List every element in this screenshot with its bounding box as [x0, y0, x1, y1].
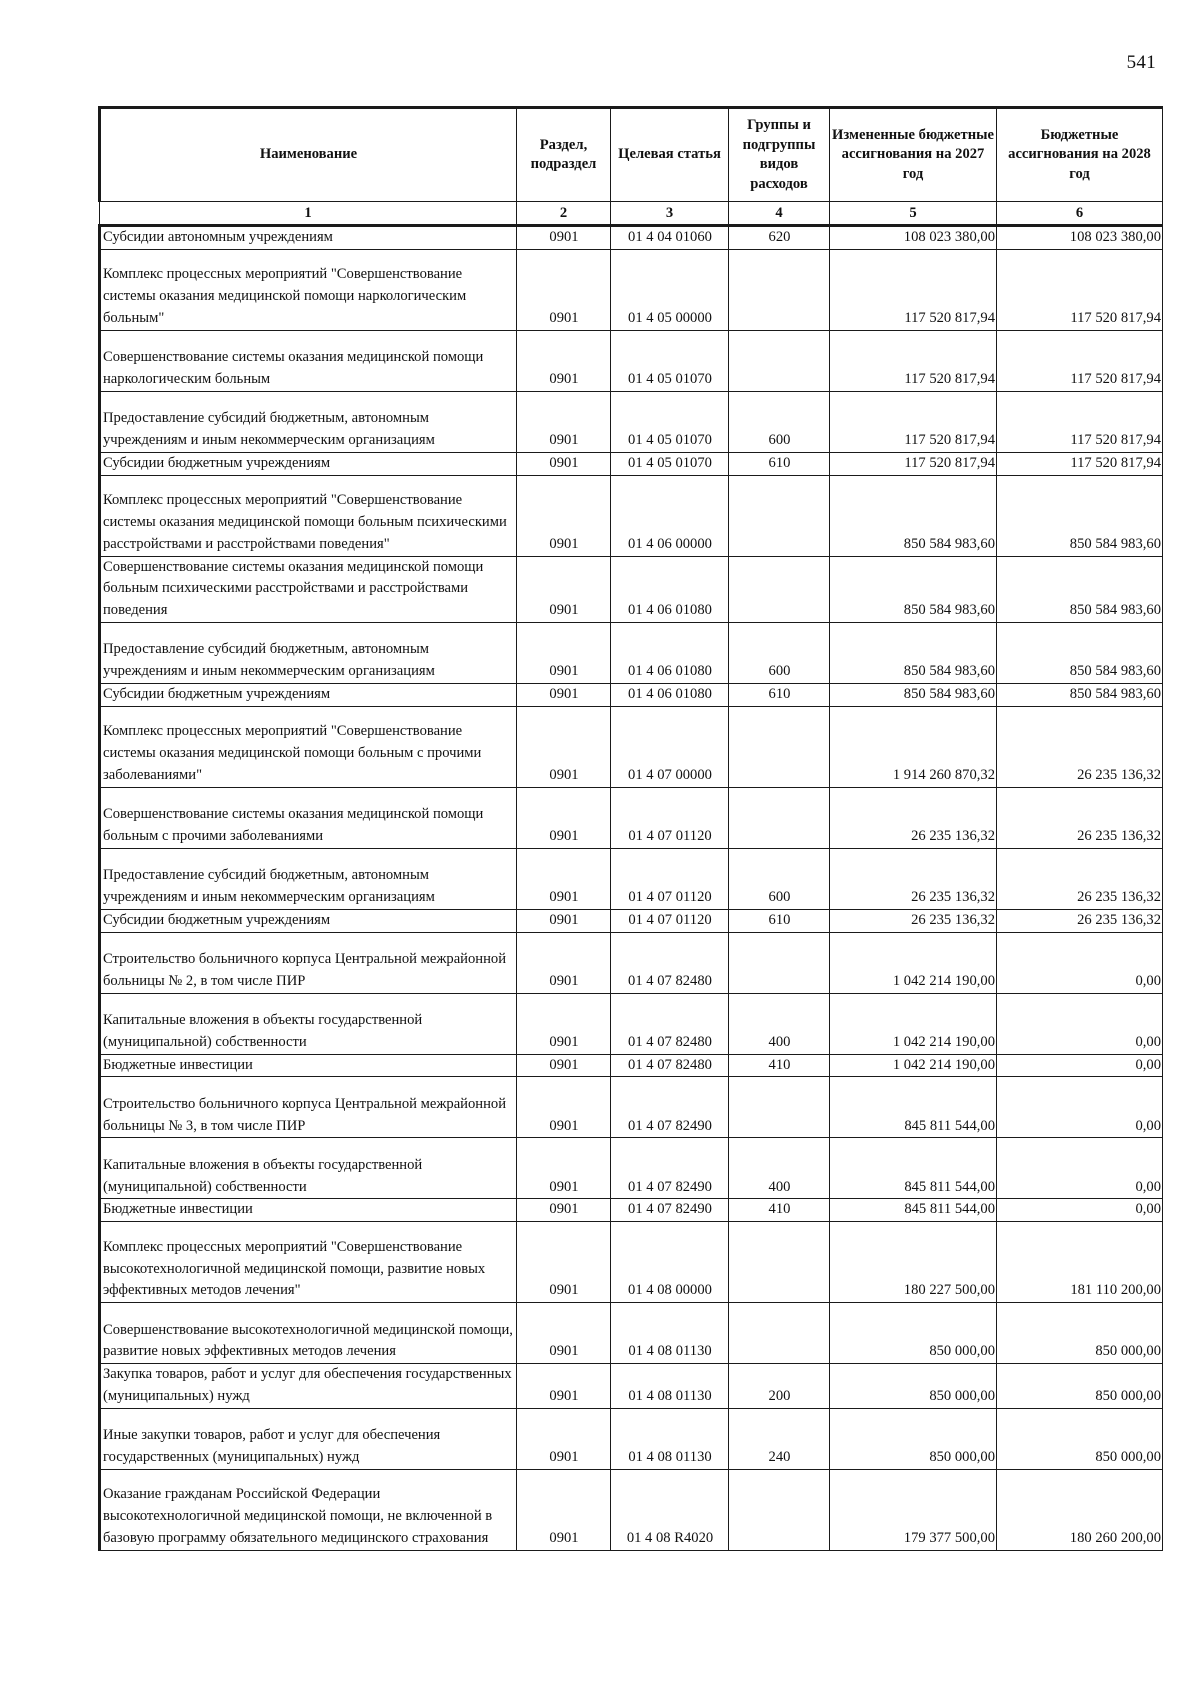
row-target-cell: 01 4 07 00000 [611, 706, 729, 787]
row-value-2028-cell: 26 235 136,32 [997, 787, 1163, 848]
row-section-cell: 0901 [517, 848, 611, 909]
row-section-cell: 0901 [517, 683, 611, 706]
row-section-cell: 0901 [517, 909, 611, 932]
row-group-cell [729, 1222, 830, 1303]
table-row [100, 1138, 1163, 1199]
row-section-cell: 0901 [517, 706, 611, 787]
row-target-cell: 01 4 08 R4020 [611, 1469, 729, 1550]
row-value-2027-cell: 117 520 817,94 [830, 330, 997, 391]
table-row [100, 556, 1163, 622]
row-value-2027-cell: 1 042 214 190,00 [830, 932, 997, 993]
page-number: 541 [1126, 52, 1156, 73]
row-value-2027-cell: 850 000,00 [830, 1303, 997, 1364]
row-value-2027-cell: 117 520 817,94 [830, 452, 997, 475]
table-row [100, 848, 1163, 909]
header-budget-2028: Бюджетные ассигнования на 2028 год [997, 108, 1163, 202]
row-section-cell: 0901 [517, 1469, 611, 1550]
row-group-cell: 410 [729, 1199, 830, 1222]
row-value-2027-cell: 850 000,00 [830, 1408, 997, 1469]
row-value-2027-cell: 1 042 214 190,00 [830, 1054, 997, 1077]
row-target-cell: 01 4 06 00000 [611, 475, 729, 556]
row-value-2028-cell: 0,00 [997, 993, 1163, 1054]
row-target-cell: 01 4 07 82490 [611, 1199, 729, 1222]
column-number: 3 [611, 202, 729, 226]
row-target-cell: 01 4 08 01130 [611, 1408, 729, 1469]
row-section-cell: 0901 [517, 249, 611, 330]
row-value-2028-cell: 26 235 136,32 [997, 706, 1163, 787]
row-value-2027-cell: 26 235 136,32 [830, 909, 997, 932]
row-target-cell: 01 4 07 82480 [611, 1054, 729, 1077]
header-target: Целевая статья [611, 108, 729, 202]
row-group-cell: 600 [729, 391, 830, 452]
row-value-2027-cell: 26 235 136,32 [830, 787, 997, 848]
row-section-cell: 0901 [517, 330, 611, 391]
header-name: Наименование [100, 108, 517, 202]
row-value-2027-cell: 850 584 983,60 [830, 683, 997, 706]
row-section-cell: 0901 [517, 226, 611, 250]
table-row [100, 249, 1163, 330]
row-name-cell: Субсидии бюджетным учреждениям [100, 683, 517, 706]
column-number: 4 [729, 202, 830, 226]
row-name-cell: Комплекс процессных мероприятий "Совершенствование системы оказания медицинской помощи больным с прочими заболеваниями" [100, 706, 517, 787]
row-target-cell: 01 4 07 01120 [611, 909, 729, 932]
row-name-cell: Комплекс процессных мероприятий "Совершенствование системы оказания медицинской помощи наркологическим больным" [100, 249, 517, 330]
row-value-2027-cell: 179 377 500,00 [830, 1469, 997, 1550]
table-row [100, 452, 1163, 475]
row-value-2027-cell: 850 000,00 [830, 1364, 997, 1409]
row-value-2027-cell: 26 235 136,32 [830, 848, 997, 909]
row-value-2028-cell: 0,00 [997, 1138, 1163, 1199]
table-row [100, 909, 1163, 932]
row-target-cell: 01 4 05 01070 [611, 452, 729, 475]
row-group-cell: 610 [729, 452, 830, 475]
row-value-2028-cell: 850 584 983,60 [997, 475, 1163, 556]
row-section-cell: 0901 [517, 1138, 611, 1199]
row-value-2028-cell: 850 584 983,60 [997, 556, 1163, 622]
row-value-2028-cell: 117 520 817,94 [997, 391, 1163, 452]
row-group-cell: 600 [729, 622, 830, 683]
row-target-cell: 01 4 08 01130 [611, 1364, 729, 1409]
row-group-cell: 610 [729, 683, 830, 706]
row-group-cell [729, 932, 830, 993]
row-group-cell: 620 [729, 226, 830, 250]
row-value-2028-cell: 0,00 [997, 1199, 1163, 1222]
row-name-cell: Капитальные вложения в объекты государственной (муниципальной) собственности [100, 1138, 517, 1199]
row-section-cell: 0901 [517, 1364, 611, 1409]
header-groups: Группы и подгруппы видов расходов [729, 108, 830, 202]
table-row [100, 1364, 1163, 1409]
row-target-cell: 01 4 08 01130 [611, 1303, 729, 1364]
row-section-cell: 0901 [517, 932, 611, 993]
row-section-cell: 0901 [517, 1408, 611, 1469]
row-value-2028-cell: 108 023 380,00 [997, 226, 1163, 250]
row-name-cell: Предоставление субсидий бюджетным, автономным учреждениям и иным некоммерческим организациям [100, 622, 517, 683]
row-value-2028-cell: 0,00 [997, 1054, 1163, 1077]
row-target-cell: 01 4 06 01080 [611, 556, 729, 622]
table-row [100, 330, 1163, 391]
row-target-cell: 01 4 06 01080 [611, 622, 729, 683]
row-section-cell: 0901 [517, 452, 611, 475]
row-section-cell: 0901 [517, 1077, 611, 1138]
row-value-2028-cell: 117 520 817,94 [997, 330, 1163, 391]
table-row [100, 932, 1163, 993]
row-name-cell: Совершенствование системы оказания медицинской помощи наркологическим больным [100, 330, 517, 391]
row-group-cell [729, 556, 830, 622]
row-group-cell [729, 1077, 830, 1138]
row-target-cell: 01 4 07 82480 [611, 993, 729, 1054]
row-target-cell: 01 4 07 82490 [611, 1138, 729, 1199]
table-row [100, 1408, 1163, 1469]
table-row [100, 1222, 1163, 1303]
row-value-2027-cell: 850 584 983,60 [830, 556, 997, 622]
row-value-2028-cell: 850 584 983,60 [997, 683, 1163, 706]
row-name-cell: Предоставление субсидий бюджетным, автономным учреждениям и иным некоммерческим организациям [100, 391, 517, 452]
row-value-2027-cell: 845 811 544,00 [830, 1199, 997, 1222]
table-row [100, 683, 1163, 706]
row-group-cell [729, 1303, 830, 1364]
row-group-cell: 610 [729, 909, 830, 932]
row-name-cell: Комплекс процессных мероприятий "Совершенствование высокотехнологичной медицинской помощи, развитие новых эффективных методов лечения" [100, 1222, 517, 1303]
table-row [100, 706, 1163, 787]
row-value-2028-cell: 0,00 [997, 1077, 1163, 1138]
table-row [100, 1054, 1163, 1077]
row-group-cell [729, 249, 830, 330]
row-value-2028-cell: 117 520 817,94 [997, 249, 1163, 330]
row-value-2027-cell: 117 520 817,94 [830, 391, 997, 452]
row-name-cell: Комплекс процессных мероприятий "Совершенствование системы оказания медицинской помощи больным психическими расстройствами и расстройствами поведения" [100, 475, 517, 556]
row-name-cell: Строительство больничного корпуса Центральной межрайонной больницы № 3, в том числе ПИР [100, 1077, 517, 1138]
row-value-2028-cell: 180 260 200,00 [997, 1469, 1163, 1550]
row-section-cell: 0901 [517, 1222, 611, 1303]
row-value-2028-cell: 850 000,00 [997, 1408, 1163, 1469]
row-section-cell: 0901 [517, 787, 611, 848]
row-group-cell [729, 1469, 830, 1550]
row-target-cell: 01 4 05 01070 [611, 391, 729, 452]
row-name-cell: Закупка товаров, работ и услуг для обеспечения государственных (муниципальных) нужд [100, 1364, 517, 1409]
header-section: Раздел, подраздел [517, 108, 611, 202]
row-name-cell: Совершенствование системы оказания медицинской помощи больным с прочими заболеваниями [100, 787, 517, 848]
column-number: 1 [100, 202, 517, 226]
row-section-cell: 0901 [517, 1054, 611, 1077]
row-section-cell: 0901 [517, 475, 611, 556]
row-group-cell: 200 [729, 1364, 830, 1409]
row-section-cell: 0901 [517, 993, 611, 1054]
table-row [100, 1303, 1163, 1364]
row-value-2028-cell: 26 235 136,32 [997, 909, 1163, 932]
row-group-cell [729, 330, 830, 391]
row-value-2028-cell: 0,00 [997, 932, 1163, 993]
row-name-cell: Предоставление субсидий бюджетным, автономным учреждениям и иным некоммерческим организациям [100, 848, 517, 909]
row-value-2027-cell: 108 023 380,00 [830, 226, 997, 250]
row-group-cell: 400 [729, 993, 830, 1054]
row-group-cell: 400 [729, 1138, 830, 1199]
row-value-2028-cell: 181 110 200,00 [997, 1222, 1163, 1303]
row-name-cell: Совершенствование высокотехнологичной медицинской помощи, развитие новых эффективных методов лечения [100, 1303, 517, 1364]
table-row [100, 475, 1163, 556]
row-value-2028-cell: 26 235 136,32 [997, 848, 1163, 909]
row-group-cell [729, 475, 830, 556]
row-group-cell: 410 [729, 1054, 830, 1077]
row-value-2027-cell: 845 811 544,00 [830, 1138, 997, 1199]
table-row [100, 1077, 1163, 1138]
row-target-cell: 01 4 08 00000 [611, 1222, 729, 1303]
row-value-2028-cell: 117 520 817,94 [997, 452, 1163, 475]
row-section-cell: 0901 [517, 1303, 611, 1364]
column-number: 5 [830, 202, 997, 226]
row-value-2027-cell: 1 914 260 870,32 [830, 706, 997, 787]
row-target-cell: 01 4 07 01120 [611, 787, 729, 848]
row-group-cell: 240 [729, 1408, 830, 1469]
table-row [100, 1199, 1163, 1222]
header-changed-2027: Измененные бюджетные ассигнования на 2027 год [830, 108, 997, 202]
row-name-cell: Бюджетные инвестиции [100, 1199, 517, 1222]
row-value-2027-cell: 117 520 817,94 [830, 249, 997, 330]
row-value-2027-cell: 850 584 983,60 [830, 622, 997, 683]
budget-table [98, 106, 1163, 1551]
row-name-cell: Капитальные вложения в объекты государственной (муниципальной) собственности [100, 993, 517, 1054]
row-target-cell: 01 4 06 01080 [611, 683, 729, 706]
table-row [100, 391, 1163, 452]
row-value-2027-cell: 850 584 983,60 [830, 475, 997, 556]
column-number: 6 [997, 202, 1163, 226]
table-row [100, 787, 1163, 848]
row-group-cell [729, 787, 830, 848]
row-group-cell [729, 706, 830, 787]
table-row [100, 622, 1163, 683]
table-row [100, 993, 1163, 1054]
table-body [100, 226, 1163, 1551]
table-header-row [100, 108, 1163, 202]
row-group-cell: 600 [729, 848, 830, 909]
row-target-cell: 01 4 07 82480 [611, 932, 729, 993]
row-value-2028-cell: 850 000,00 [997, 1364, 1163, 1409]
row-target-cell: 01 4 07 01120 [611, 848, 729, 909]
row-name-cell: Иные закупки товаров, работ и услуг для обеспечения государственных (муниципальных) нужд [100, 1408, 517, 1469]
row-value-2027-cell: 1 042 214 190,00 [830, 993, 997, 1054]
row-target-cell: 01 4 05 01070 [611, 330, 729, 391]
row-section-cell: 0901 [517, 1199, 611, 1222]
column-number-row [100, 202, 1163, 226]
row-section-cell: 0901 [517, 556, 611, 622]
row-target-cell: 01 4 04 01060 [611, 226, 729, 250]
row-name-cell: Субсидии автономным учреждениям [100, 226, 517, 250]
row-value-2028-cell: 850 584 983,60 [997, 622, 1163, 683]
table-row [100, 1469, 1163, 1550]
row-value-2028-cell: 850 000,00 [997, 1303, 1163, 1364]
row-section-cell: 0901 [517, 622, 611, 683]
row-section-cell: 0901 [517, 391, 611, 452]
table-row [100, 226, 1163, 250]
row-name-cell: Совершенствование системы оказания медицинской помощи больным психическими расстройствами и расстройствами поведения [100, 556, 517, 622]
row-name-cell: Оказание гражданам Российской Федерации высокотехнологичной медицинской помощи, не включенной в базовую программу обязательного медицинского страхования [100, 1469, 517, 1550]
row-name-cell: Строительство больничного корпуса Центральной межрайонной больницы № 2, в том числе ПИР [100, 932, 517, 993]
row-name-cell: Бюджетные инвестиции [100, 1054, 517, 1077]
row-value-2027-cell: 180 227 500,00 [830, 1222, 997, 1303]
row-target-cell: 01 4 05 00000 [611, 249, 729, 330]
row-target-cell: 01 4 07 82490 [611, 1077, 729, 1138]
column-number: 2 [517, 202, 611, 226]
row-name-cell: Субсидии бюджетным учреждениям [100, 909, 517, 932]
row-value-2027-cell: 845 811 544,00 [830, 1077, 997, 1138]
row-name-cell: Субсидии бюджетным учреждениям [100, 452, 517, 475]
